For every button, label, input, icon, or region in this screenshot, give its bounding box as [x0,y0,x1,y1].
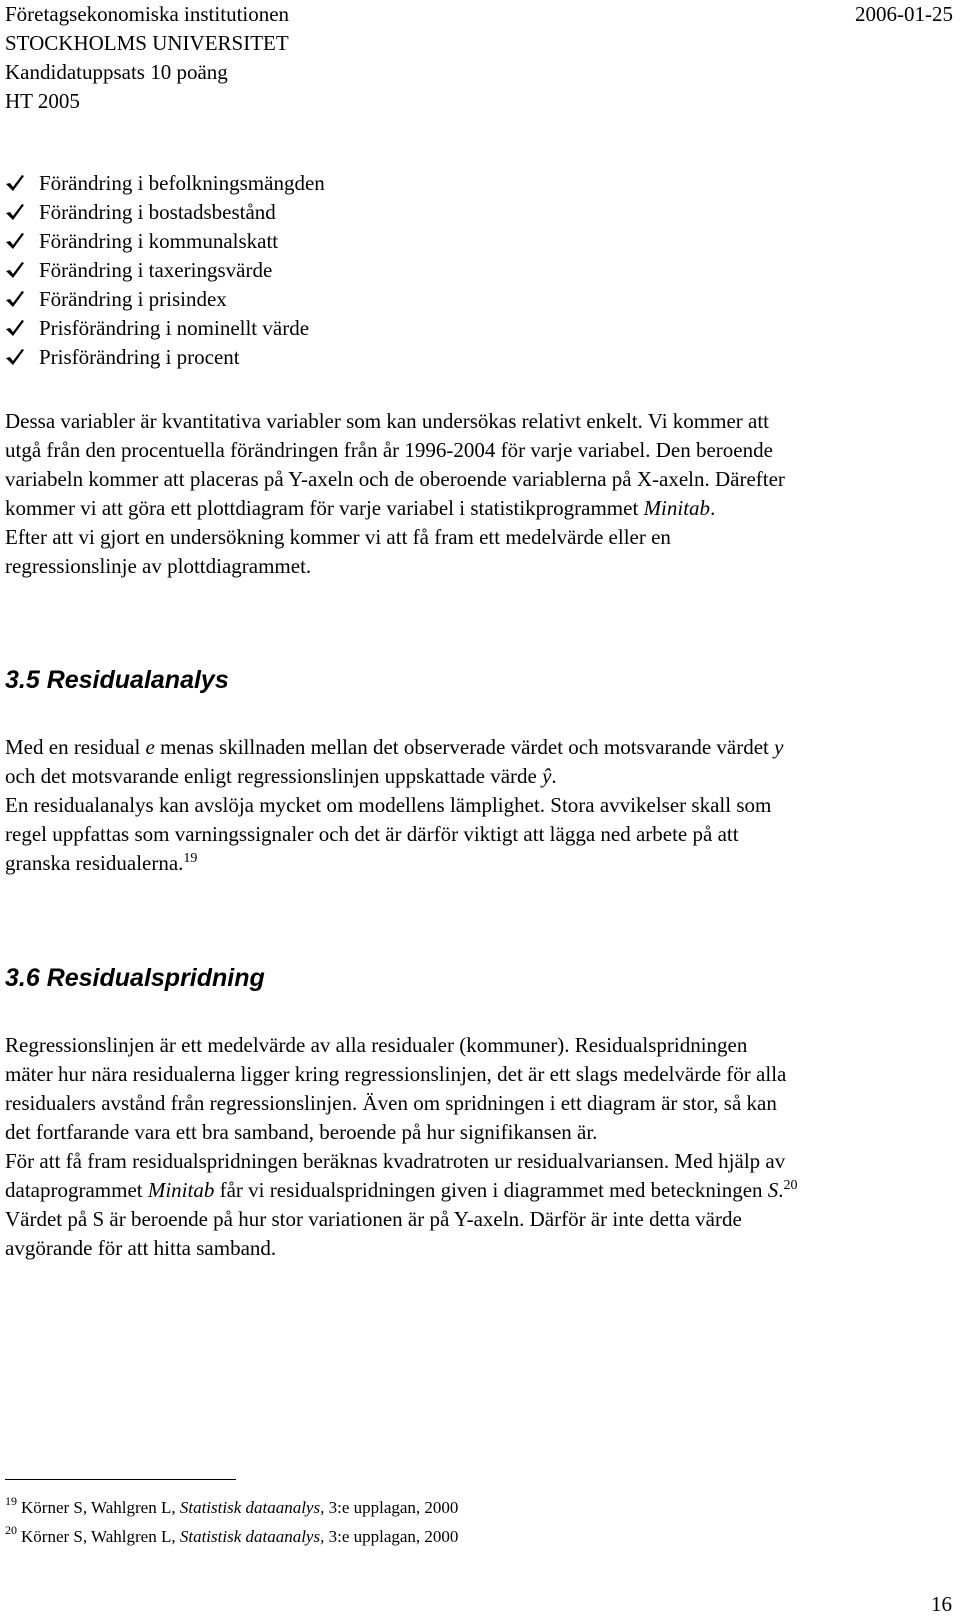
header-date: 2006-01-25 [855,2,953,26]
header-university: STOCKHOLMS UNIVERSITET [5,31,289,55]
text-line: regel uppfattas som varningssignaler och det är därför viktigt att lägga ned arbete på att [5,822,739,846]
footnote-authors: Körner S, Wahlgren L, [21,1498,180,1517]
text-line: det fortfarande vara ett bra samband, beroende på hur signifikansen är. [5,1120,598,1144]
text-span: granska residualerna. [5,851,184,875]
text-span: och det motsvarande enligt regressionslinjen uppskattade värde [5,764,543,788]
symbol-yhat: ŷ [542,764,552,788]
checklist-item-label: Förändring i bostadsbestånd [39,200,276,224]
checklist-item-label: Förändring i kommunalskatt [39,229,279,253]
text-line: residualers avstånd från regressionslinjen. Även om spridningen i ett diagram är stor, så kan [5,1091,777,1115]
text-line: Dessa variabler är kvantitativa variabler som kan undersökas relativt enkelt. Vi kommer att [5,409,770,433]
checklist-item [5,169,325,198]
footnote-authors: Körner S, Wahlgren L, [21,1527,180,1546]
header-term: HT 2005 [5,89,80,113]
header-row-1 [5,0,953,29]
residualanalys-paragraph [5,733,945,878]
checklist-item-label: Förändring i befolkningsmängden [39,171,325,195]
footnote-title: Statistisk dataanalys, [179,1527,325,1546]
footnote-number: 19 [5,1494,17,1508]
minitab-term: Minitab [643,496,711,520]
checklist-item [5,227,325,256]
header-institution: Företagsekonomiska institutionen [5,2,290,26]
text-line: En residualanalys kan avslöja mycket om modellens lämplighet. Stora avvikelser skall som [5,793,772,817]
page-header [5,0,953,116]
checklist-item [5,198,325,227]
minitab-term: Minitab [147,1178,215,1202]
checklist-item [5,314,325,343]
footnote-ref-20[interactable]: 20 [783,1178,798,1193]
text-span: . [710,496,716,520]
footnote-20 [5,1522,458,1551]
text-line: mäter hur nära residualerna ligger kring regressionslinjen, det är ett slags medelvärde för alla [5,1062,787,1086]
footnote-edition: 3:e upplagan, 2000 [324,1527,459,1546]
section-heading-residualspridning: 3.6 Residualspridning [5,964,265,992]
text-line: utgå från den procentuella förändringen från år 1996-2004 för varje variabel. Den beroende [5,438,773,462]
text-span: menas skillnaden mellan det observerade värdet och motsvarande värdet [154,735,775,759]
checkmark-icon [5,227,39,256]
footnotes [5,1493,458,1551]
checkmark-icon [5,314,39,343]
text-line [5,762,945,791]
text-line: Värdet på S är beroende på hur stor variationen är på Y-axeln. Därför är inte detta värde [5,1207,742,1231]
checklist-item-label: Förändring i taxeringsvärde [39,258,273,282]
text-line [5,1176,945,1205]
footnote-edition: 3:e upplagan, 2000 [324,1498,459,1517]
footnote-ref-19[interactable]: 19 [183,851,198,866]
checklist-item-label: Förändring i prisindex [39,287,227,311]
residualspridning-paragraph [5,1031,945,1263]
text-span: kommer vi att göra ett plottdiagram för varje variabel i statistikprogrammet [5,496,644,520]
checklist-item-label: Prisförändring i procent [39,345,240,369]
text-line: För att få fram residualspridningen beräknas kvadratroten ur residualvariansen. Med hjälp av [5,1149,786,1173]
checklist-item [5,285,325,314]
text-line [5,494,945,523]
text-span: . [778,1178,784,1202]
checkmark-icon [5,169,39,198]
checkmark-icon [5,198,39,227]
text-line: Regressionslinjen är ett medelvärde av alla residualer (kommuner). Residualspridningen [5,1033,748,1057]
checkmark-icon [5,343,39,372]
symbol-y: y [774,735,784,759]
footnote-title: Statistisk dataanalys, [179,1498,325,1517]
variable-checklist [5,169,325,372]
text-span: får vi residualspridningen given i diagrammet med beteckningen [214,1178,768,1202]
footnote-number: 20 [5,1523,17,1537]
page-number: 16 [931,1592,952,1616]
text-line: variabeln kommer att placeras på Y-axeln och de oberoende variablerna på X-axeln. Därefter [5,467,785,491]
text-span: dataprogrammet [5,1178,148,1202]
text-line: Efter att vi gjort en undersökning kommer vi att få fram ett medelvärde eller en [5,525,671,549]
checklist-item-label: Prisförändring i nominellt värde [39,316,310,340]
checkmark-icon [5,285,39,314]
text-line: regressionslinje av plottdiagrammet. [5,554,312,578]
text-span: . [551,764,557,788]
footnote-divider [5,1479,236,1480]
section-heading-residualanalys: 3.5 Residualanalys [5,666,229,694]
footnote-19 [5,1493,458,1522]
text-line [5,733,945,762]
symbol-s: S [767,1178,779,1202]
header-thesis: Kandidatuppsats 10 poäng [5,60,228,84]
symbol-e: e [145,735,155,759]
text-line: avgörande för att hitta samband. [5,1236,277,1260]
intro-paragraph [5,407,945,581]
text-span: Med en residual [5,735,146,759]
checklist-item [5,256,325,285]
text-line [5,849,945,878]
checkmark-icon [5,256,39,285]
checklist-item [5,343,325,372]
